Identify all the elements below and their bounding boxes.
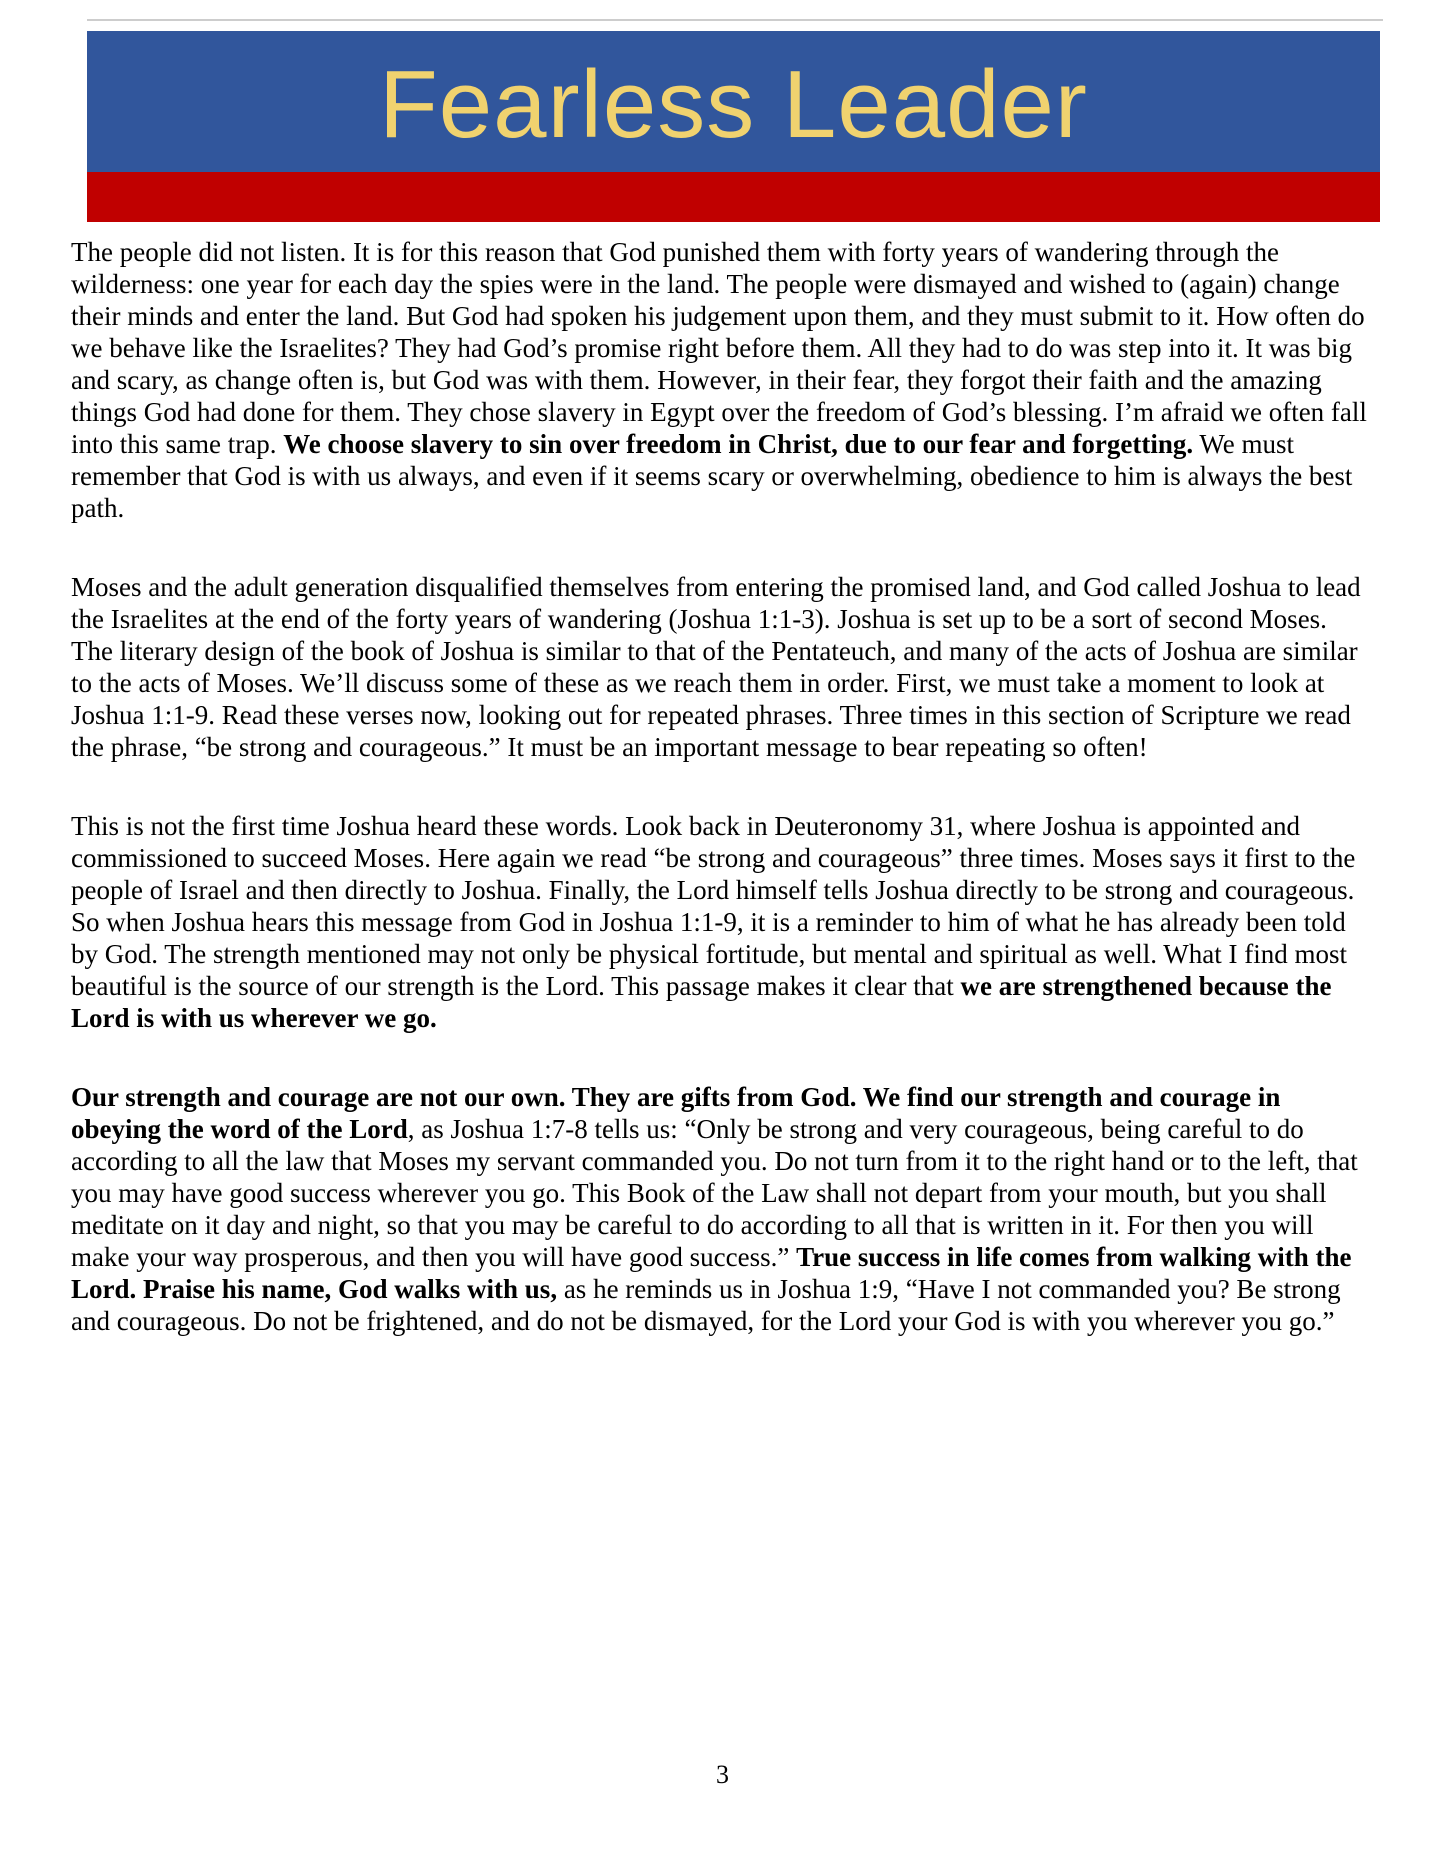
title-banner (87, 31, 1380, 172)
text-run: We choose slavery to sin over freedom in Christ, due to our fear and forgetting. (283, 429, 1194, 459)
header-top-border (87, 19, 1383, 21)
paragraph (71, 236, 1375, 524)
red-stripe (87, 172, 1380, 222)
text-run: Our strength and courage are not our own. They are gifts from God. We find our strength and courage in obeying the word of the Lord (71, 1082, 1281, 1144)
text-run: We must remember that God is with us always, and even if it seems scary or overwhelming, obedience to him is always the best path. (71, 429, 1353, 523)
paragraph (71, 571, 1375, 763)
paragraph (71, 810, 1375, 1034)
text-run: The people did not listen. It is for this reason that God punished them with forty years of wandering through the wilderness: one year for each day the spies were in the land. The people were dismayed and wished to (again) change their minds and enter the land. But God had spoken his judgement upon them, and they must submit to it. How often do we behave like the Israelites? They had God’s promise right before them. All they had to do was step into it. It was big and scary, as change often is, but God was with them. However, in their fear, they forgot their faith and the amazing things God had done for them. They chose slavery in Egypt over the freedom of God’s blessing. I’m afraid we often fall into this same trap. (71, 237, 1367, 459)
text-run: we are strengthened because the Lord is with us wherever we go. (71, 971, 1332, 1033)
page-number: 3 (716, 1760, 729, 1789)
text-run: Moses and the adult generation disqualified themselves from entering the promised land, and God called Joshua to lead the Israelites at the end of the forty years of wandering (Joshua 1:1-3). Joshua is set up to be a sort of second Moses. The literary design of the book of Joshua is similar to that of the Pentateuch, and many of the acts of Joshua are similar to the acts of Moses. We’ll discuss some of these as we reach them in order. First, we must take a moment to look at Joshua 1:1-9. Read these verses now, looking out for repeated phrases. Three times in this section of Scripture we read the phrase, “be strong and courageous.” It must be an important message to bear repeating so often! (71, 572, 1361, 762)
text-run: True success in life comes from walking with the Lord. Praise his name, God walks with us, (71, 1242, 1352, 1304)
text-run: as he reminds us in Joshua 1:9, “Have I not commanded you? Be strong and courageous. Do not be frightened, and do not be dismayed, for the Lord your God is with you wherever you go.” (71, 1274, 1341, 1336)
paragraph (71, 1081, 1375, 1337)
body-text (71, 236, 1375, 1384)
text-run: , as Joshua 1:7-8 tells us: “Only be strong and very courageous, being careful to do according to all the law that Moses my servant commanded you. Do not turn from it to the right hand or to the left, that you may have good success wherever you go. This Book of the Law shall not depart from your mouth, but you shall meditate on it day and night, so that you may be careful to do according to all that is written in it. For then you will make your way prosperous, and then you will have good success.” (71, 1114, 1358, 1272)
page-title: Fearless Leader (379, 50, 1088, 158)
text-run: This is not the first time Joshua heard these words. Look back in Deuteronomy 31, where Joshua is appointed and commissioned to succeed Moses. Here again we read “be strong and courageous” three times. Moses says it first to the people of Israel and then directly to Joshua. Finally, the Lord himself tells Joshua directly to be strong and courageous. So when Joshua hears this message from God in Joshua 1:1-9, it is a reminder to him of what he has already been told by God. The strength mentioned may not only be physical fortitude, but mental and spiritual as well. What I find most beautiful is the source of our strength is the Lord. This passage makes it clear that (71, 811, 1356, 1001)
